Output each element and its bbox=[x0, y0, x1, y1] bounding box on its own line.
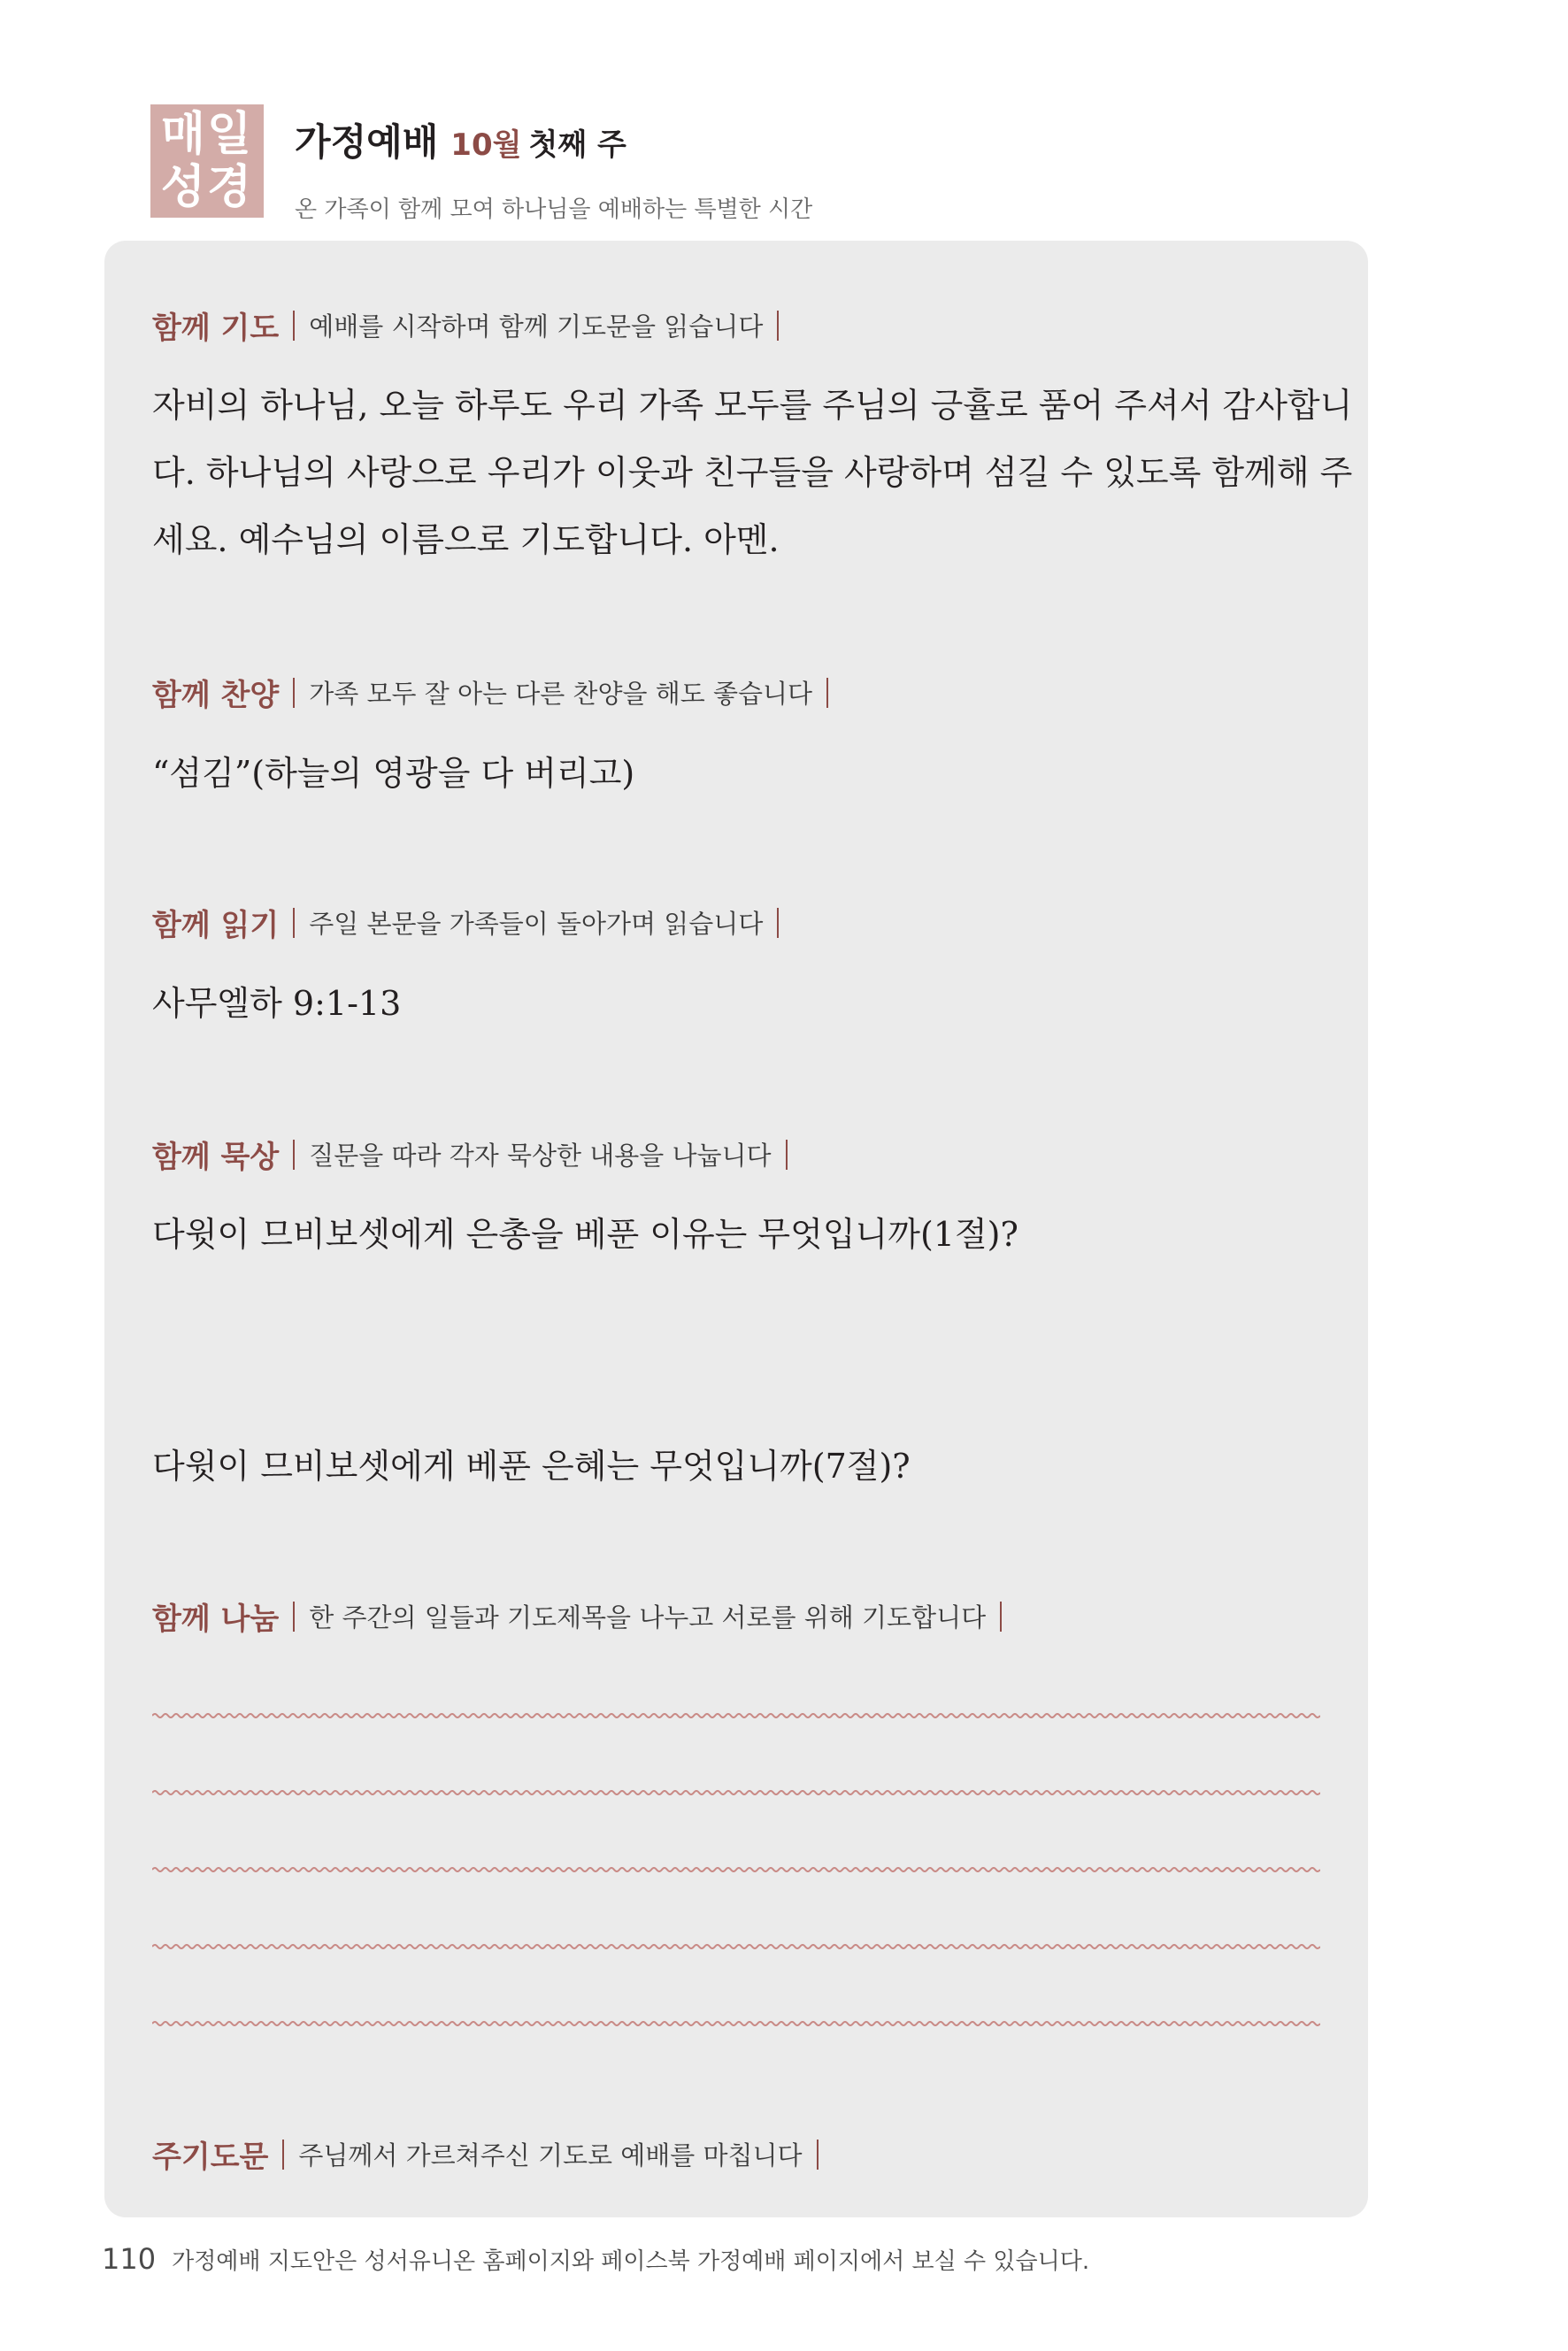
writing-line bbox=[152, 1940, 1320, 1953]
page-subtitle: 온 가족이 함께 모여 하나님을 예배하는 특별한 시간 bbox=[295, 196, 813, 223]
page-header bbox=[295, 113, 812, 224]
section-praise-desc: 가족 모두 잘 아는 다른 찬양을 해도 좋습니다 bbox=[309, 679, 812, 709]
section-meditation-desc: 질문을 따라 각자 묵상한 내용을 나눕니다 bbox=[309, 1141, 772, 1171]
divider-bar bbox=[826, 678, 828, 708]
writing-line bbox=[152, 1863, 1320, 1876]
writing-line bbox=[152, 1786, 1320, 1799]
section-praise-header bbox=[152, 671, 842, 714]
title-row bbox=[295, 113, 812, 166]
divider-bar bbox=[293, 311, 295, 341]
section-prayer-desc: 예배를 시작하며 함께 기도문을 읽습니다 bbox=[309, 311, 764, 342]
divider-bar bbox=[777, 311, 779, 341]
section-reading-label: 함께 읽기 bbox=[152, 908, 280, 943]
section-meditation-label: 함께 묵상 bbox=[152, 1140, 280, 1175]
praise-song-title: “섬김”(하늘의 영광을 다 버리고) bbox=[152, 754, 635, 793]
section-sharing-header bbox=[152, 1594, 1016, 1638]
footer-note: 가정예배 지도안은 성서유니온 홈페이지와 페이스북 가정예배 페이지에서 보실 수 있습니다. bbox=[172, 2248, 1090, 2275]
divider-bar bbox=[1000, 1602, 1002, 1632]
meditation-question-2: 다윗이 므비보셋에게 베푼 은혜는 무엇입니까(7절)? bbox=[152, 1447, 911, 1486]
divider-bar bbox=[282, 2140, 284, 2170]
writing-line bbox=[152, 2017, 1320, 2030]
section-prayer-header bbox=[152, 303, 793, 347]
prayer-line: 자비의 하나님, 오늘 하루도 우리 가족 모두를 주님의 긍휼로 품어 주셔서 감사합니 bbox=[152, 386, 1353, 425]
title-week: 첫째 주 bbox=[528, 127, 626, 163]
section-sharing-desc: 한 주간의 일들과 기도제목을 나누고 서로를 위해 기도합니다 bbox=[309, 1602, 987, 1633]
section-sharing-label: 함께 나눔 bbox=[152, 1602, 280, 1637]
divider-bar bbox=[293, 1140, 295, 1170]
divider-bar bbox=[293, 908, 295, 938]
logo-line-1: 매일 bbox=[160, 108, 254, 161]
scripture-reference: 사무엘하 9:1-13 bbox=[152, 984, 402, 1023]
section-reading-header bbox=[152, 901, 793, 944]
page-footer bbox=[102, 2242, 1089, 2276]
divider-bar bbox=[293, 1602, 295, 1632]
page-number: 110 bbox=[102, 2242, 157, 2276]
meditation-question-1: 다윗이 므비보셋에게 은총을 베푼 이유는 무엇입니까(1절)? bbox=[152, 1215, 1018, 1254]
daily-bible-logo bbox=[150, 104, 264, 218]
section-lords-prayer-header bbox=[152, 2132, 833, 2176]
section-lords-prayer-desc: 주님께서 가르쳐주신 기도로 예배를 마칩니다 bbox=[298, 2140, 803, 2170]
section-reading-desc: 주일 본문을 가족들이 돌아가며 읽습니다 bbox=[309, 909, 764, 939]
divider-bar bbox=[786, 1140, 788, 1170]
writing-line bbox=[152, 1709, 1320, 1722]
title-month: 10월 bbox=[450, 127, 522, 163]
prayer-line: 세요. 예수님의 이름으로 기도합니다. 아멘. bbox=[152, 520, 780, 559]
divider-bar bbox=[293, 678, 295, 708]
prayer-text bbox=[152, 372, 1353, 573]
section-prayer-label: 함께 기도 bbox=[152, 311, 280, 346]
prayer-line: 다. 하나님의 사랑으로 우리가 이웃과 친구들을 사랑하며 섬길 수 있도록 함께해 주 bbox=[152, 453, 1353, 492]
logo-line-2: 성경 bbox=[160, 161, 254, 214]
page-title: 가정예배 bbox=[295, 120, 439, 164]
divider-bar bbox=[817, 2140, 819, 2170]
section-praise-label: 함께 찬양 bbox=[152, 678, 280, 713]
divider-bar bbox=[777, 908, 779, 938]
section-lords-prayer-label: 주기도문 bbox=[152, 2140, 269, 2175]
section-meditation-header bbox=[152, 1133, 802, 1176]
